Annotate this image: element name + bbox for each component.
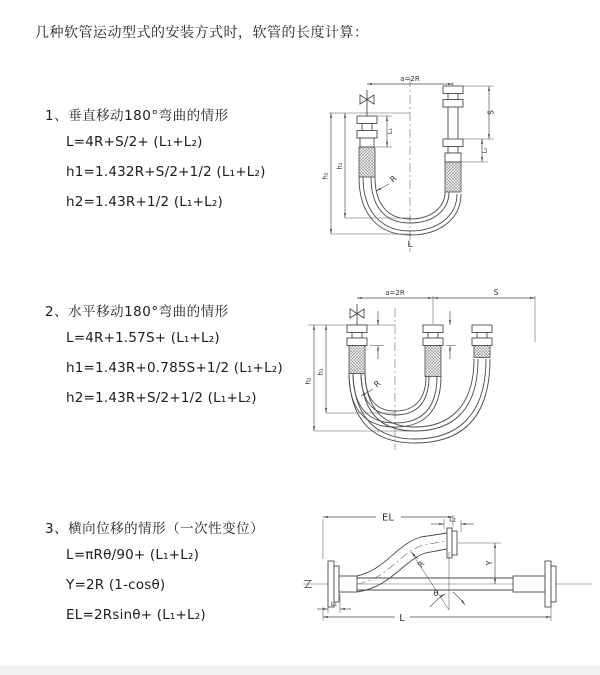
section-3-formula-y: Y=2R (1-cosθ) bbox=[66, 577, 166, 593]
section-2-formula-l: L=4R+1.57S+ (L₁+L₂) bbox=[66, 330, 220, 346]
braided-hose-section bbox=[474, 346, 490, 358]
dim-l2 bbox=[431, 516, 474, 533]
page-edge bbox=[0, 666, 600, 675]
dim-label-a2r: a=2R bbox=[385, 289, 405, 297]
radius-label: R bbox=[415, 559, 427, 570]
braided-hose-section bbox=[349, 346, 365, 374]
right-pipe-fitting bbox=[472, 325, 492, 358]
page-title: 几种软管运动型式的安装方式时，软管的长度计算： bbox=[35, 25, 369, 41]
dim-l bbox=[323, 607, 551, 624]
section-2-formula-h1: h1=1.43R+0.785S+1/2 (L₁+L₂) bbox=[66, 360, 283, 376]
valve-icon bbox=[360, 90, 374, 116]
fitting-extent-arrows bbox=[370, 311, 456, 359]
hose-displaced-position bbox=[357, 533, 447, 592]
right-flange bbox=[513, 561, 556, 607]
middle-pipe-fitting bbox=[423, 325, 443, 377]
dim-stroke-s bbox=[463, 86, 496, 139]
section-1-formula-h2: h2=1.43R+1/2 (L₁+L₂) bbox=[66, 194, 223, 210]
length-label: L bbox=[407, 240, 413, 250]
dim-label-h2: h₂ bbox=[304, 377, 313, 385]
section-3-formula-el: EL=2Rsinθ+ (L₁+L₂) bbox=[66, 607, 206, 623]
diagram-vertical-180-bend bbox=[315, 68, 595, 263]
dim-label-h2: h₂ bbox=[321, 172, 330, 180]
upper-flange bbox=[447, 528, 457, 558]
section-3-formula-l: L=πRθ/90+ (L₁+L₂) bbox=[66, 547, 200, 563]
section-2-formula-h2: h2=1.43R+S/2+1/2 (L₁+L₂) bbox=[66, 390, 257, 406]
section-3-heading: 3、横向位移的情形（一次性变位） bbox=[45, 521, 265, 537]
dim-label-h1: h₁ bbox=[336, 162, 344, 170]
dim-label-l2: L₂ bbox=[449, 515, 456, 524]
radius-callout bbox=[376, 174, 399, 191]
left-pipe-fitting bbox=[347, 325, 367, 374]
dim-label-l: L bbox=[399, 613, 405, 624]
dim-label-h1: h₁ bbox=[317, 368, 325, 376]
dim-label-y: Y bbox=[485, 560, 494, 566]
dim-width-a2r bbox=[357, 289, 433, 324]
dim-label-s: S bbox=[486, 110, 496, 115]
dim-label-l2: L₂ bbox=[480, 147, 489, 154]
dim-label-l1: L₁ bbox=[386, 127, 394, 135]
section-1-formula-h1: h1=1.432R+S/2+1/2 (L₁+L₂) bbox=[66, 164, 266, 180]
braided-hose-section bbox=[445, 162, 461, 192]
dim-label-el: EL bbox=[382, 512, 394, 524]
radius-callout bbox=[411, 552, 427, 569]
radius-callout bbox=[361, 379, 383, 396]
radius-label: R bbox=[372, 378, 383, 390]
radius-label: R bbox=[388, 173, 399, 185]
diagram-horizontal-180-bend bbox=[300, 282, 600, 467]
diagram-lateral-displacement bbox=[295, 495, 600, 665]
dim-label-s: S bbox=[493, 288, 499, 297]
braided-hose-section bbox=[359, 147, 375, 177]
braided-hose-section bbox=[425, 346, 441, 377]
left-pipe-fitting bbox=[357, 116, 377, 177]
dim-label-a2r: a=2R bbox=[400, 75, 420, 83]
section-2-heading: 2、水平移动180°弯曲的情形 bbox=[45, 304, 229, 320]
dim-label-l1: L₁ bbox=[330, 600, 338, 608]
angle-label: θ bbox=[433, 589, 439, 598]
right-pipe-fitting bbox=[443, 86, 463, 192]
valve-icon bbox=[350, 304, 364, 328]
section-1-heading: 1、垂直移动180°弯曲的情形 bbox=[45, 108, 229, 124]
section-1-formula-l: L=4R+S/2+ (L₁+L₂) bbox=[66, 134, 203, 150]
dim-fitting-l1 bbox=[376, 116, 394, 147]
dim-fitting-l2 bbox=[461, 139, 489, 162]
dim-el bbox=[323, 513, 453, 560]
